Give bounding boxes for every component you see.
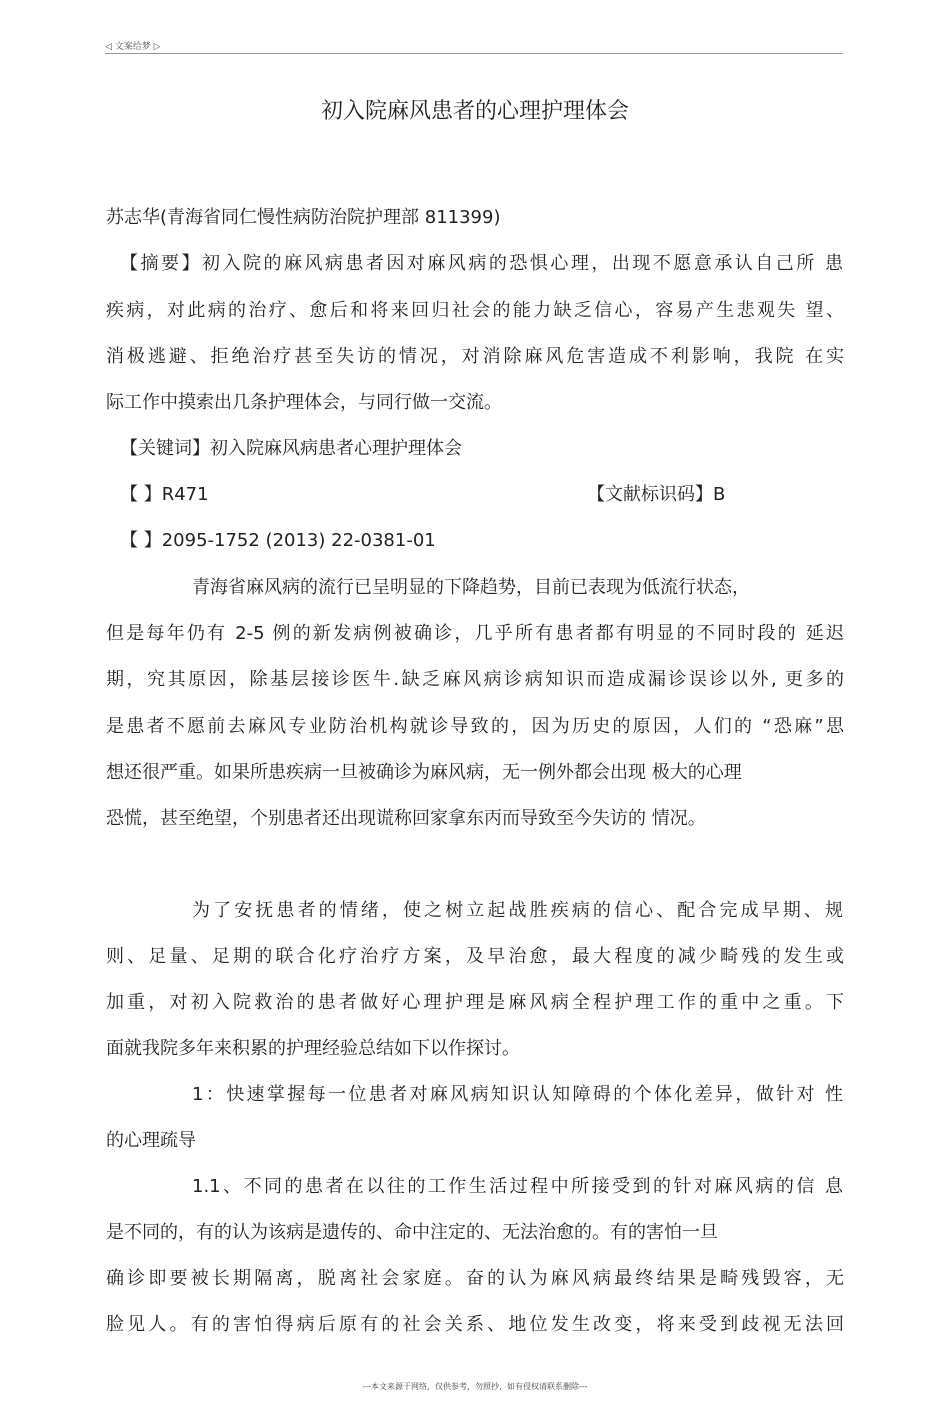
section-line: 脸见人。有的害怕得病后原有的社会关系、地位发生改变，将来受到歧视无法回 (106, 1314, 844, 1335)
keywords-line: 【关键词】初入院麻风病患者心理护理体会 (120, 438, 462, 459)
paragraph-line: 想还很严重。如果所患疾病一旦被确诊为麻风病，无一例外都会出现 极大的心理 (106, 762, 742, 783)
abstract-line: 际工作中摸索出几条护理体会，与同行做一交流。 (106, 392, 502, 413)
abstract-line: 疾病，对此病的治疗、愈后和将来回归社会的能力缺乏信心，容易产生悲观失 望、 (106, 300, 844, 321)
document-code: 【文献标识码】B (587, 484, 726, 505)
paragraph-line: 期，究其原因，除基层接诊医牛.缺乏麻风病诊病知识而造成漏诊误诊以外, 更多的 (106, 669, 844, 690)
paragraph-line: 青海省麻风病的流行已呈明显的下降趋势，目前已表现为低流行状态， (192, 577, 750, 598)
classification-number: 【 】R471 (120, 484, 209, 505)
header-label: ◁ 文案给梦 ▷ (105, 42, 161, 52)
paragraph-line: 加重，对初入院救治的患者做好心理护理是麻风病全程护理工作的重中之重。下 (106, 992, 844, 1013)
paragraph-line: 恐慌，甚至绝望，个别患者还出现谎称回家拿东丙而导致至今失访的 情况。 (106, 808, 706, 829)
article-id: 【 】2095-1752 (2013) 22-0381-01 (120, 530, 436, 551)
abstract-line: 【摘要】初入院的麻风病患者因对麻风病的恐惧心理，出现不愿意承认自己所 患 (120, 253, 843, 274)
section-line: 的心理疏导 (106, 1130, 196, 1151)
header-divider (105, 53, 843, 54)
section-line: 1.1、不同的患者在以往的工作生活过程中所接受到的针对麻风病的信 息 (192, 1176, 843, 1197)
section-line: 1：快速掌握每一位患者对麻风病知识认知障碍的个体化差异，做针对 性 (192, 1084, 843, 1105)
paragraph-line: 但是每年仍有 2-5 例的新发病例被确诊，几乎所有患者都有明显的不同时段的 延迟 (106, 623, 844, 644)
paragraph-line: 为了安抚患者的情绪，使之树立起战胜疾病的信心、配合完成早期、规 (192, 900, 843, 921)
abstract-line: 消极逃避、拒绝治疗甚至失访的情况，对消除麻风危害造成不利影响，我院 在实 (106, 346, 844, 367)
author-line: 苏志华(青海省同仁慢性病防治院护理部 811399) (106, 207, 501, 228)
document-title: 初入院麻风患者的心理护理体会 (320, 99, 629, 124)
paragraph-line: 面就我院多年来积累的护理经验总结如下以作探讨。 (106, 1038, 520, 1059)
paragraph-line: 是患者不愿前去麻风专业防治机构就诊导致的，因为历史的原因，人们的 “恐麻”思 (106, 716, 844, 737)
section-line: 确诊即要被长期隔离，脱离社会家庭。奋的认为麻风病最终结果是畸残毁容，无 (106, 1268, 844, 1289)
paragraph-line: 则、足量、足期的联合化疗治疗方案，及早治愈，最大程度的减少畸残的发生或 (106, 946, 844, 967)
footer-disclaimer: ---本文来源于网络，仅供参考，勿照抄，如有侵权请联系删除--- (362, 1382, 588, 1391)
section-line: 是不同的，有的认为该病是遗传的、命中注定的、无法治愈的。有的害怕一旦 (106, 1222, 718, 1243)
